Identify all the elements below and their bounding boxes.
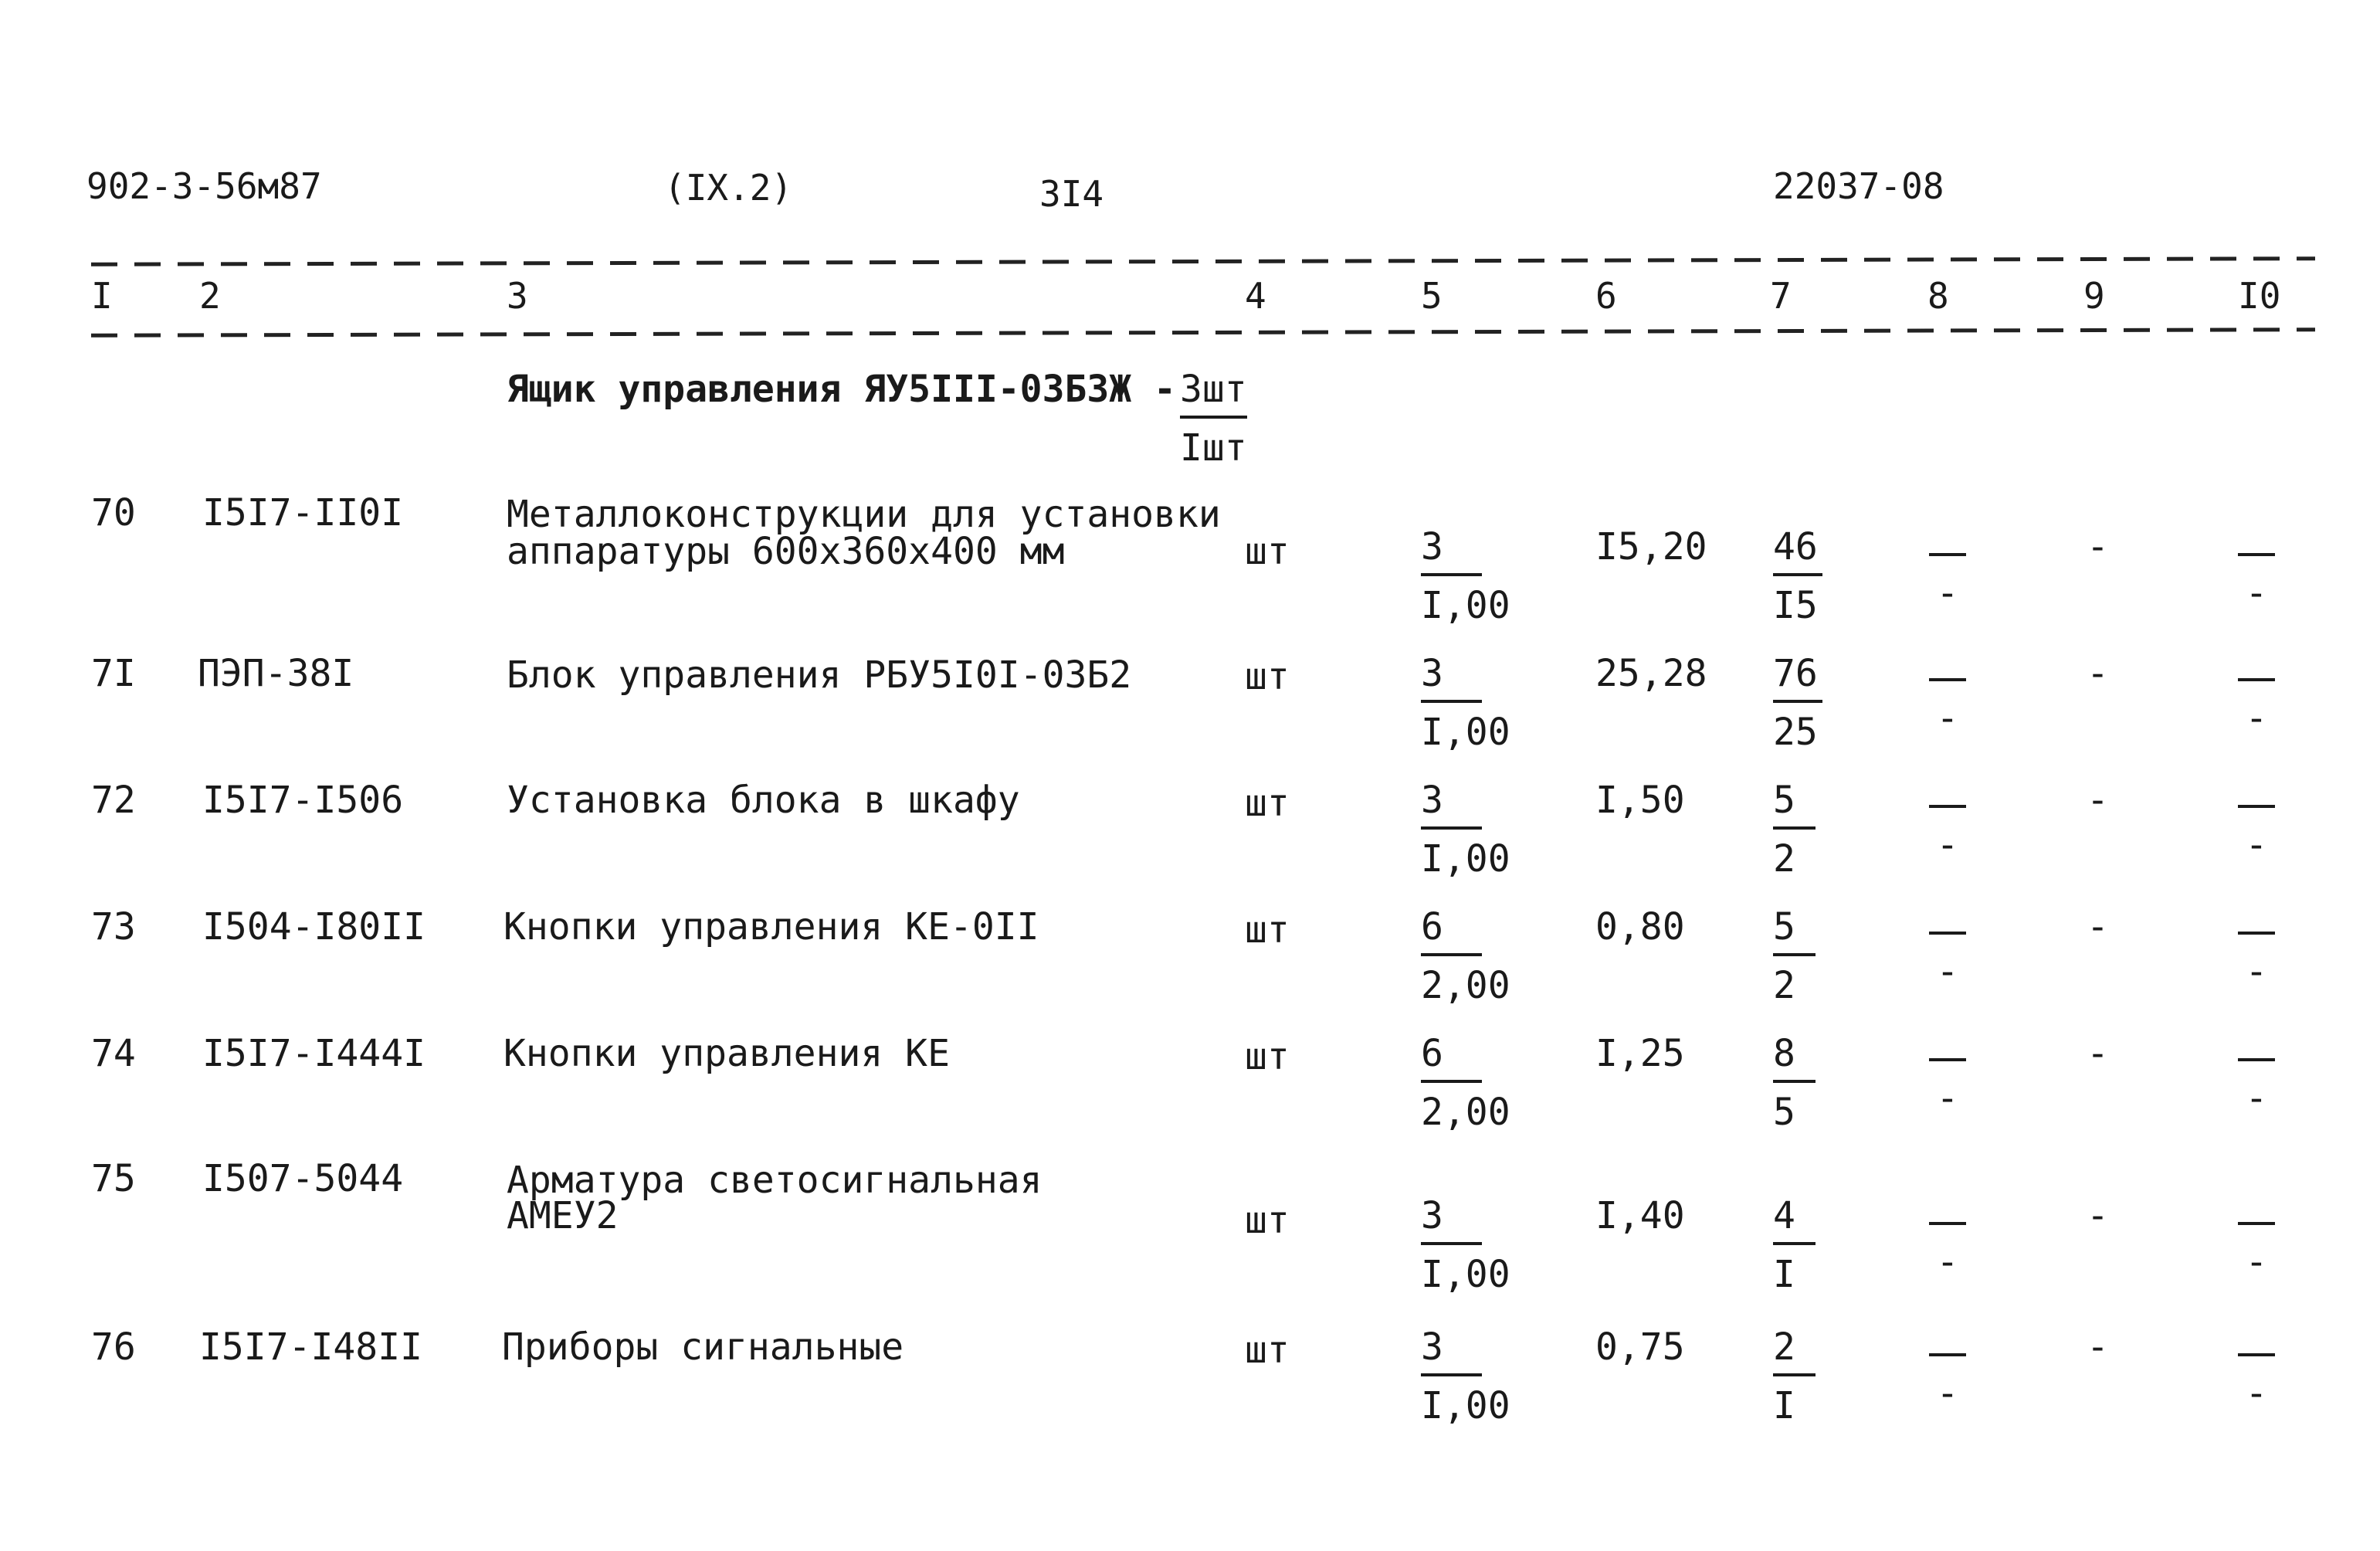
row-col5-denominator: 2,00 — [1421, 964, 1510, 1007]
row-col9: - — [2087, 1032, 2109, 1075]
row-col8 — [1924, 541, 1971, 615]
row-col10 — [2233, 666, 2280, 740]
row-unit: шт — [1245, 782, 1290, 825]
column-header-2: 2 — [199, 275, 221, 317]
row-col5 — [1421, 779, 1510, 881]
row-col7-denominator: I — [1773, 1384, 1795, 1427]
row-col6: I,40 — [1595, 1194, 1685, 1237]
row-col5-numerator: 6 — [1421, 1035, 1482, 1083]
row-col10 — [2233, 792, 2280, 867]
row-unit: шт — [1245, 1035, 1290, 1078]
row-name-line-1: Блок управления РБУ5I0I-03Б2 — [507, 653, 1132, 697]
row-col7 — [1773, 525, 1822, 627]
row-name-line-1: Приборы сигнальные — [502, 1325, 904, 1369]
column-header-4: 4 — [1245, 275, 1266, 317]
row-number: 7I — [91, 652, 136, 695]
group-quantity-denominator: Iшт — [1180, 426, 1247, 470]
row-unit: шт — [1245, 908, 1290, 952]
row-col5-numerator: 3 — [1421, 1197, 1482, 1245]
row-number: 76 — [91, 1325, 136, 1369]
row-col8 — [1924, 1341, 1971, 1415]
row-name-line-2: АМЕУ2 — [507, 1194, 619, 1237]
row-col6: I,25 — [1595, 1032, 1685, 1075]
row-name-line-1: Металлоконструкции для установки — [507, 493, 1221, 536]
row-col5-numerator: 3 — [1421, 1329, 1482, 1376]
row-unit: шт — [1245, 530, 1290, 573]
row-col10 — [2233, 1341, 2280, 1415]
row-col10 — [2233, 1210, 2280, 1284]
row-col7-numerator: 2 — [1773, 1329, 1816, 1376]
row-col8-value: - — [1936, 823, 1959, 867]
row-code: I5I7-I444I — [202, 1032, 425, 1075]
row-col7-denominator: I5 — [1773, 584, 1818, 627]
row-name-line-1: Арматура светосигнальная — [507, 1159, 1043, 1202]
row-number: 72 — [91, 779, 136, 822]
row-col7-numerator: 76 — [1773, 655, 1822, 703]
column-header-7: 7 — [1770, 275, 1792, 317]
document-code: 902-3-56м87 — [86, 165, 322, 207]
row-col8-value: - — [1936, 1372, 1959, 1415]
row-col5-numerator: 6 — [1421, 908, 1482, 956]
row-col8 — [1924, 1210, 1971, 1284]
row-col8-value: - — [1936, 1077, 1959, 1120]
row-col5-numerator: 3 — [1421, 528, 1482, 576]
row-col5 — [1421, 905, 1510, 1007]
header-top-rule — [91, 256, 2315, 266]
row-code: ПЭП-38I — [198, 652, 354, 695]
row-col7 — [1773, 1194, 1816, 1296]
row-col9: - — [2087, 652, 2109, 695]
row-col7-numerator: 4 — [1773, 1197, 1816, 1245]
row-col10-value: - — [2245, 1077, 2268, 1120]
row-col10-value: - — [2245, 950, 2268, 993]
column-header-5: 5 — [1421, 275, 1443, 317]
row-col10 — [2233, 541, 2280, 615]
row-col6: I,50 — [1595, 779, 1685, 822]
row-col5 — [1421, 1032, 1510, 1134]
row-col8-value: - — [1936, 697, 1959, 740]
row-number: 73 — [91, 905, 136, 949]
row-col5-denominator: I,00 — [1421, 1253, 1510, 1296]
group-title: Ящик управления ЯУ5III-03Б3Ж - — [507, 368, 1176, 411]
row-code: I5I7-I506 — [202, 779, 404, 822]
row-col5-numerator: 3 — [1421, 655, 1482, 703]
column-header-8: 8 — [1927, 275, 1949, 317]
row-col7-denominator: 5 — [1773, 1091, 1795, 1134]
row-name-line-1: Кнопки управления КЕ-0II — [503, 905, 1039, 949]
row-col7-denominator: 2 — [1773, 964, 1795, 1007]
row-number: 75 — [91, 1157, 136, 1200]
row-col5 — [1421, 1325, 1510, 1427]
row-col5 — [1421, 525, 1510, 627]
row-col7-numerator: 5 — [1773, 782, 1816, 830]
row-unit: шт — [1245, 1199, 1290, 1242]
row-col7 — [1773, 779, 1816, 881]
row-col8-value: - — [1936, 1240, 1959, 1284]
row-col5-denominator: 2,00 — [1421, 1091, 1510, 1134]
row-col10-value: - — [2245, 1240, 2268, 1284]
row-col8 — [1924, 792, 1971, 867]
row-col7-numerator: 46 — [1773, 528, 1822, 576]
row-col5-denominator: I,00 — [1421, 1384, 1510, 1427]
row-code: I5I7-I48II — [199, 1325, 422, 1369]
row-col10-value: - — [2245, 823, 2268, 867]
row-col7 — [1773, 652, 1822, 754]
row-col7-denominator: 2 — [1773, 837, 1795, 881]
column-header-9: 9 — [2083, 275, 2105, 317]
row-code: I507-5044 — [202, 1157, 404, 1200]
row-number: 74 — [91, 1032, 136, 1075]
column-header-6: 6 — [1595, 275, 1617, 317]
row-col10-value: - — [2245, 572, 2268, 615]
group-quantity — [1180, 368, 1247, 470]
row-col8 — [1924, 919, 1971, 993]
row-col5 — [1421, 652, 1510, 754]
row-col8-value: - — [1936, 572, 1959, 615]
row-col6: I5,20 — [1595, 525, 1707, 568]
row-unit: шт — [1245, 1329, 1290, 1372]
row-code: I504-I80II — [202, 905, 425, 949]
row-col9: - — [2087, 779, 2109, 822]
archive-number: 22037-08 — [1773, 165, 1944, 207]
row-col7-denominator: I — [1773, 1253, 1795, 1296]
row-col9: - — [2087, 1194, 2109, 1237]
row-col10 — [2233, 1046, 2280, 1120]
page-number: 3I4 — [1039, 173, 1104, 215]
group-quantity-numerator: 3шт — [1180, 371, 1247, 419]
row-col8-value: - — [1936, 950, 1959, 993]
row-number: 70 — [91, 491, 136, 535]
header-bottom-rule — [91, 328, 2315, 338]
row-col7 — [1773, 1325, 1816, 1427]
row-col10-value: - — [2245, 697, 2268, 740]
row-name-line-1: Установка блока в шкафу — [507, 779, 1020, 822]
row-col10 — [2233, 919, 2280, 993]
row-col6: 0,75 — [1595, 1325, 1685, 1369]
row-col7-numerator: 5 — [1773, 908, 1816, 956]
row-col10-value: - — [2245, 1372, 2268, 1415]
column-header-10: I0 — [2238, 275, 2281, 317]
row-col5 — [1421, 1194, 1510, 1296]
row-col7-numerator: 8 — [1773, 1035, 1816, 1083]
row-col9: - — [2087, 525, 2109, 568]
row-col6: 0,80 — [1595, 905, 1685, 949]
row-col7 — [1773, 905, 1816, 1007]
column-header-3: 3 — [507, 275, 528, 317]
row-col8 — [1924, 1046, 1971, 1120]
row-col7 — [1773, 1032, 1816, 1134]
row-col9: - — [2087, 1325, 2109, 1369]
row-col5-denominator: I,00 — [1421, 711, 1510, 754]
row-col8 — [1924, 666, 1971, 740]
row-col9: - — [2087, 905, 2109, 949]
row-col5-denominator: I,00 — [1421, 837, 1510, 881]
row-col5-denominator: I,00 — [1421, 584, 1510, 627]
section-label: (IX.2) — [664, 167, 793, 209]
row-col7-denominator: 25 — [1773, 711, 1818, 754]
column-header-1: I — [91, 275, 113, 317]
row-name-line-2: аппаратуры 600х360х400 мм — [507, 530, 1065, 573]
row-name-line-1: Кнопки управления КЕ — [503, 1032, 950, 1075]
row-code: I5I7-II0I — [202, 491, 404, 535]
row-col5-numerator: 3 — [1421, 782, 1482, 830]
row-unit: шт — [1245, 655, 1290, 698]
row-col6: 25,28 — [1595, 652, 1707, 695]
